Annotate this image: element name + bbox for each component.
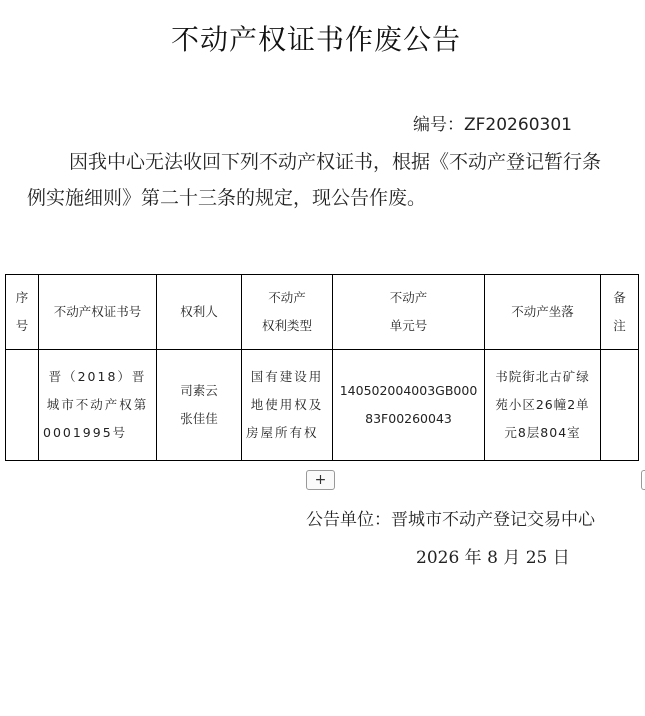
header-right-type: 不动产 权利类型 [242, 275, 333, 350]
header-seq: 序 号 [6, 275, 39, 350]
header-cert-no: 不动产权证书号 [39, 275, 157, 350]
header-unit-no: 不动产 单元号 [333, 275, 485, 350]
cell-unit-no: 140502004003GB00083F00260043 [333, 350, 485, 461]
notice-title: 不动产权证书作废公告 [170, 23, 461, 56]
header-holder: 权利人 [157, 275, 242, 350]
notice-date: 2026 年 8 月 25 日 [416, 548, 570, 568]
issuing-unit: 公告单位：晋城市不动产登记交易中心 [306, 510, 595, 530]
cell-cert-no: 晋（2018）晋城市不动产权第0001995号 [39, 350, 157, 461]
table-header-row [6, 275, 639, 350]
cell-holder: 司素云 张佳佳 [157, 350, 242, 461]
cell-right-type: 国有建设用地使用权及房屋所有权 [242, 350, 333, 461]
add-row-button[interactable]: + [306, 470, 335, 490]
table-row [6, 350, 639, 461]
cell-seq [6, 350, 39, 461]
cell-remark [601, 350, 639, 461]
header-remark: 备 注 [601, 275, 639, 350]
notice-body: 因我中心无法收回下列不动产权证书，根据《不动产登记暂行条例实施细则》第二十三条的规定，现公告作废。 [27, 151, 602, 209]
header-location: 不动产坐落 [485, 275, 601, 350]
document-number: 编号：ZF20260301 [413, 115, 572, 135]
page-edge-handle[interactable] [641, 470, 645, 490]
cell-location: 书院街北古矿绿苑小区26幢2单元8层804室 [485, 350, 601, 461]
voided-certificates-table [5, 274, 639, 461]
